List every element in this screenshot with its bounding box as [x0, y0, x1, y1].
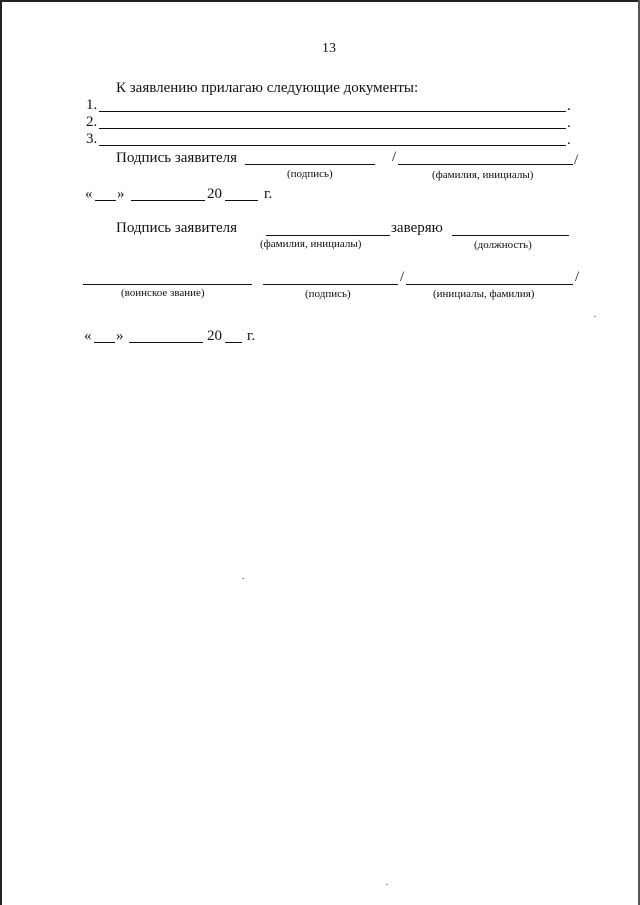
- date-year-suffix: г.: [247, 328, 256, 344]
- certification-position-line[interactable]: [452, 235, 569, 236]
- applicant-name-caption: (фамилия, инициалы): [432, 169, 534, 181]
- applicant-signature-caption: (подпись): [287, 168, 333, 180]
- certification-position-caption: (должность): [474, 239, 532, 251]
- scan-speck: [594, 316, 596, 317]
- date-open-quote: «: [85, 186, 93, 202]
- certification-certify-word: заверяю: [391, 220, 443, 236]
- page-border-top: [0, 0, 640, 2]
- date-day-line[interactable]: [95, 200, 116, 201]
- scan-speck: [242, 578, 244, 579]
- date-year-suffix: г.: [264, 186, 273, 202]
- official-signature-slash-right: /: [575, 269, 580, 285]
- applicant-signature-slash-right: /: [574, 152, 579, 168]
- applicant-signature-slash-left: /: [392, 149, 397, 165]
- date-year-prefix: 20: [207, 186, 222, 202]
- official-rank-line[interactable]: [83, 284, 252, 285]
- certification-label: Подпись заявителя: [116, 220, 238, 236]
- official-rank-caption: (воинское звание): [121, 287, 205, 299]
- date-year-line[interactable]: [225, 200, 258, 201]
- date-month-line[interactable]: [129, 342, 203, 343]
- attachments-heading: К заявлению прилагаю следующие документы:: [116, 80, 419, 96]
- date-close-quote: »: [116, 328, 124, 344]
- applicant-signature-line[interactable]: [245, 164, 375, 165]
- attachment-number: 1.: [86, 97, 98, 113]
- attachment-line-end: .: [567, 98, 571, 114]
- official-name-caption: (инициалы, фамилия): [433, 288, 535, 300]
- official-signature-caption: (подпись): [305, 288, 351, 300]
- attachment-line-end: .: [567, 115, 571, 131]
- scan-speck: [386, 884, 388, 885]
- date-year-prefix: 20: [207, 328, 222, 344]
- attachment-number: 2.: [86, 114, 98, 130]
- certification-name-caption: (фамилия, инициалы): [260, 238, 362, 250]
- date-close-quote: »: [117, 186, 125, 202]
- official-name-line[interactable]: [406, 284, 573, 285]
- attachment-line[interactable]: [99, 128, 566, 129]
- date-year-line[interactable]: [225, 342, 242, 343]
- page-number: 13: [322, 41, 336, 56]
- official-signature-slash-left: /: [400, 269, 405, 285]
- certification-name-line[interactable]: [266, 235, 390, 236]
- attachment-line[interactable]: [99, 111, 566, 112]
- attachment-number: 3.: [86, 131, 98, 147]
- date-day-line[interactable]: [94, 342, 115, 343]
- attachment-line[interactable]: [99, 145, 566, 146]
- official-signature-line[interactable]: [263, 284, 398, 285]
- attachment-line-end: .: [567, 132, 571, 148]
- page-border-left: [0, 0, 2, 905]
- applicant-signature-label: Подпись заявителя: [116, 150, 238, 166]
- date-open-quote: «: [84, 328, 92, 344]
- date-month-line[interactable]: [131, 200, 205, 201]
- applicant-name-line[interactable]: [398, 164, 573, 165]
